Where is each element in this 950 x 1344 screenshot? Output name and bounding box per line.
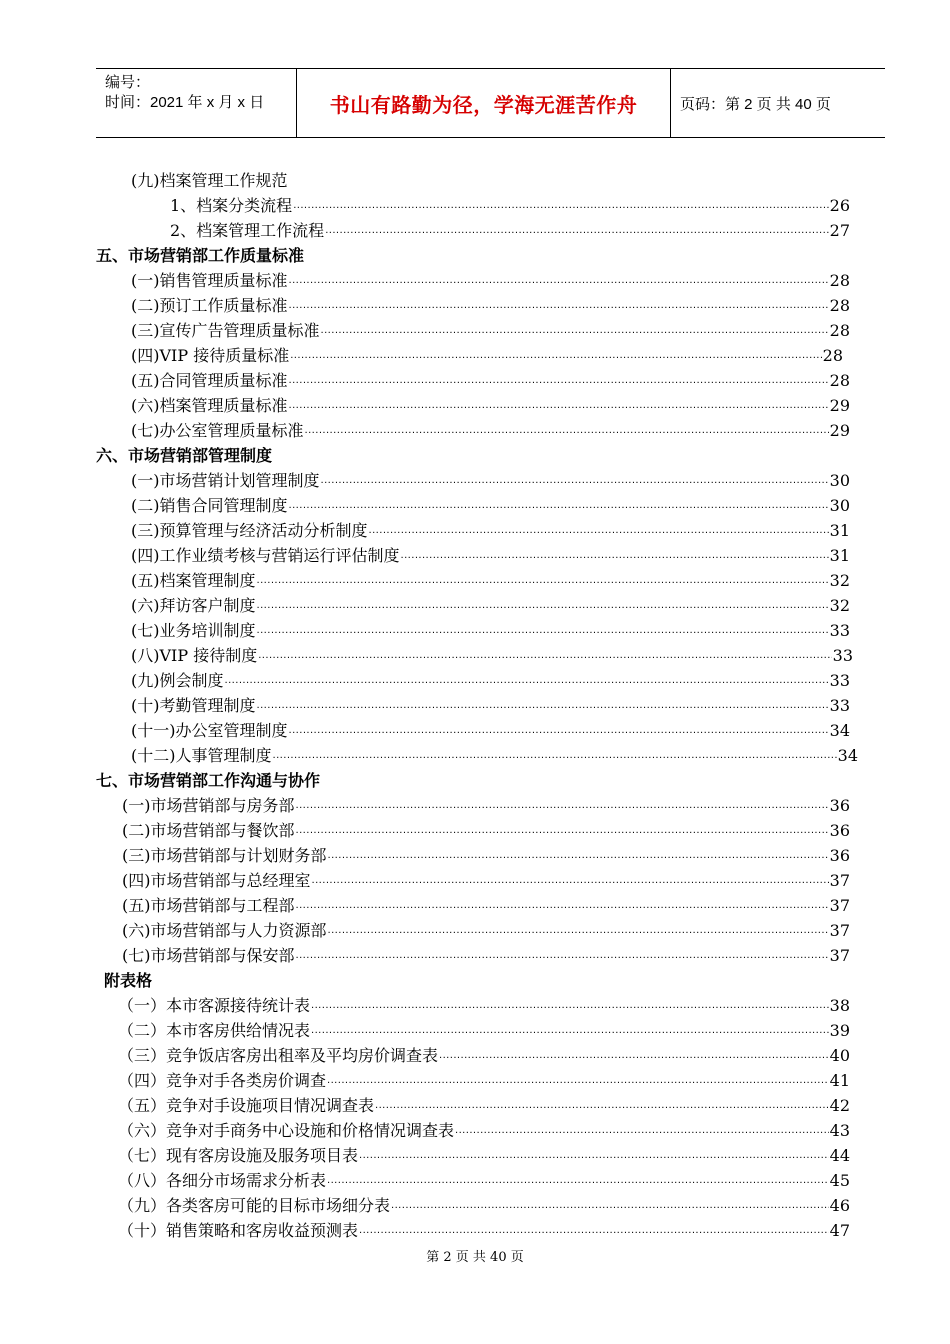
toc-entry-page: 40 [829,1046,850,1065]
toc-entry-title: (七)办公室管理质量标准 [131,421,304,440]
toc-entry-title: 1、档案分类流程 [170,196,293,215]
toc-dot-leader [369,518,829,546]
toc-entry-title: (三)预算管理与经济活动分析制度 [131,521,368,540]
toc-entry-title: (九)例会制度 [131,671,224,690]
toc-entry-title: (二)市场营销部与餐饮部 [122,821,295,840]
toc-entry-page: 28 [829,321,850,340]
toc-entry [131,293,850,318]
toc-entry-page: 45 [829,1171,850,1190]
toc-entry [170,218,850,243]
toc-dot-leader [296,893,829,921]
toc-entry-page: 36 [829,821,850,840]
toc-entry [131,518,850,543]
toc-entry-page: 36 [829,796,850,815]
toc-entry [118,1168,850,1193]
toc-dot-leader [359,1218,829,1246]
toc-dot-leader [257,593,829,621]
toc-entry-page: 34 [829,721,850,740]
toc-entry-page: 29 [829,396,850,415]
toc-entry-page: 26 [829,196,850,215]
toc-entry [131,468,850,493]
toc-entry-page: 37 [829,946,850,965]
toc-entry [118,1193,850,1218]
toc-entry [131,668,850,693]
toc-entry [131,568,850,593]
toc-entry-page: 32 [829,596,850,615]
toc-entry [131,168,850,193]
toc-entry [170,193,850,218]
toc-section-heading [104,968,850,993]
toc-entry-title: （六）竞争对手商务中心设施和价格情况调查表 [118,1121,455,1140]
toc-entry-page: 38 [829,996,850,1015]
toc-entry-title: (二)销售合同管理制度 [131,496,288,515]
toc-entry-title: （四）竞争对手各类房价调查 [118,1071,327,1090]
toc-entry-title: （十）销售策略和客房收益预测表 [118,1221,359,1240]
toc-entry-title: 七、市场营销部工作沟通与协作 [96,771,321,790]
toc-dot-leader [257,693,829,721]
toc-dot-leader [289,368,829,396]
toc-dot-leader [401,543,829,571]
toc-entry [122,943,850,968]
footer-page-number: 第 2 页 共 40 页 [426,1250,524,1265]
toc-dot-leader [327,1068,829,1096]
toc-entry [118,1018,850,1043]
toc-dot-leader [257,568,829,596]
toc-entry [118,1093,850,1118]
toc-entry [122,843,850,868]
toc-entry-title: (七)业务培训制度 [131,621,256,640]
toc-entry-title: (十)考勤管理制度 [131,696,256,715]
toc-dot-leader [289,718,829,746]
toc-entry-page: 41 [829,1071,850,1090]
toc-entry [131,343,843,368]
toc-dot-leader [296,943,829,971]
toc-entry-title: 六、市场营销部管理制度 [96,446,273,465]
toc-entry-page: 27 [829,221,850,240]
toc-entry-title: （二）本市客房供给情况表 [118,1021,311,1040]
header-info-cell [96,69,296,137]
toc-entry-title: 2、档案管理工作流程 [170,221,325,240]
toc-dot-leader [321,468,829,496]
toc-entry [131,368,850,393]
toc-entry-title: (六)拜访客户制度 [131,596,256,615]
toc-dot-leader [289,493,829,521]
toc-dot-leader [455,1118,829,1146]
toc-entry [122,868,850,893]
toc-entry-title: (四)VIP 接待质量标准 [131,346,290,365]
toc-entry [131,693,850,718]
toc-entry [118,1118,850,1143]
toc-entry-title: （七）现有客房设施及服务项目表 [118,1146,359,1165]
header-table [96,68,885,138]
toc-entry-page: 37 [829,871,850,890]
toc-entry [118,1068,850,1093]
toc-entry-title: (一)销售管理质量标准 [131,271,288,290]
toc-entry-title: （九）各类客房可能的目标市场细分表 [118,1196,391,1215]
toc-entry-title: 五、市场营销部工作质量标准 [96,246,305,265]
toc-entry-title: （一）本市客源接待统计表 [118,996,311,1015]
toc-entry-title: (十一)办公室管理制度 [131,721,288,740]
toc-entry-page: 28 [822,346,843,365]
toc-entry-title: (六)市场营销部与人力资源部 [122,921,327,940]
toc-entry-page: 32 [829,571,850,590]
toc-entry [131,268,850,293]
toc-entry [122,918,850,943]
toc-entry [131,643,853,668]
toc-entry [122,818,850,843]
toc-entry-page: 31 [829,521,850,540]
toc-entry [131,543,850,568]
toc-entry-title: (二)预订工作质量标准 [131,296,288,315]
toc-entry [118,1043,850,1068]
document-number-label: 编号： [105,74,151,91]
toc-entry-page: 28 [829,296,850,315]
toc-entry-page: 28 [829,271,850,290]
toc-dot-leader [359,1143,829,1171]
toc-section-heading [96,768,850,793]
toc-dot-leader [225,668,829,696]
toc-dot-leader [273,743,837,771]
toc-dot-leader [375,1093,829,1121]
toc-entry [131,743,858,768]
toc-entry [131,618,850,643]
toc-entry-page: 30 [829,471,850,490]
toc-dot-leader [290,343,821,371]
toc-dot-leader [289,293,829,321]
toc-entry [131,318,850,343]
toc-entry-page: 30 [829,496,850,515]
header-page-label: 页码：第 2 页 共 40 页 [680,95,831,113]
toc-dot-leader [328,843,829,871]
toc-dot-leader [325,218,828,246]
toc-entry-page: 43 [829,1121,850,1140]
toc-entry [122,893,850,918]
toc-entry-title: (五)市场营销部与工程部 [122,896,295,915]
toc-entry-page: 33 [829,621,850,640]
toc-entry-page: 34 [837,746,858,765]
toc-entry-page: 46 [829,1196,850,1215]
toc-entry-page: 31 [829,546,850,565]
toc-entry-page: 28 [829,371,850,390]
toc-entry-title: （三）竞争饭店客房出租率及平均房价调查表 [118,1046,439,1065]
toc-section-heading [96,443,850,468]
document-time-label: 时间：2021 年 x 月 x 日 [105,94,265,111]
toc-dot-leader [289,268,829,296]
toc-dot-leader [289,393,829,421]
toc-entry-page: 42 [829,1096,850,1115]
toc-entry [118,1143,850,1168]
toc-dot-leader [327,1168,829,1196]
toc-dot-leader [257,618,829,646]
toc-entry-title: (九)档案管理工作规范 [131,171,288,190]
toc-entry [131,718,850,743]
toc-entry-title: (六)档案管理质量标准 [131,396,288,415]
toc-section-heading [96,243,850,268]
toc-dot-leader [296,818,829,846]
toc-dot-leader [328,918,829,946]
toc-dot-leader [439,1043,829,1071]
toc-dot-leader [296,793,829,821]
toc-entry-page: 33 [829,671,850,690]
toc-entry [122,793,850,818]
toc-entry-page: 33 [829,696,850,715]
toc-entry [118,993,850,1018]
toc-dot-leader [311,1018,829,1046]
toc-entry [131,418,850,443]
toc-entry-page: 47 [829,1221,850,1240]
toc-dot-leader [311,993,829,1021]
toc-entry-title: (四)市场营销部与总经理室 [122,871,311,890]
toc-entry-title: (三)宣传广告管理质量标准 [131,321,320,340]
toc-dot-leader [321,318,829,346]
toc-entry [131,393,850,418]
toc-entry-title: (五)合同管理质量标准 [131,371,288,390]
toc-entry-page: 29 [829,421,850,440]
toc-entry-page: 33 [832,646,853,665]
toc-entry [118,1218,850,1243]
toc-dot-leader [312,868,829,896]
toc-entry-title: 附表格 [104,971,153,990]
toc-entry-title: （八）各细分市场需求分析表 [118,1171,327,1190]
toc-dot-leader [391,1193,829,1221]
toc-dot-leader [293,193,828,221]
toc-entry-title: (十二)人事管理制度 [131,746,272,765]
toc-entry-title: （五）竞争对手设施项目情况调查表 [118,1096,375,1115]
toc-entry-page: 36 [829,846,850,865]
toc-entry-title: (一)市场营销计划管理制度 [131,471,320,490]
toc-entry-title: (三)市场营销部与计划财务部 [122,846,327,865]
toc-entry-title: (四)工作业绩考核与营销运行评估制度 [131,546,400,565]
toc-entry [131,493,850,518]
toc-entry-title: (八)VIP 接待制度 [131,646,258,665]
toc-dot-leader [258,643,831,671]
toc-entry-page: 37 [829,896,850,915]
toc-entry-page: 44 [829,1146,850,1165]
toc-entry-title: (七)市场营销部与保安部 [122,946,295,965]
toc-entry-title: (五)档案管理制度 [131,571,256,590]
toc-entry-title: (一)市场营销部与房务部 [122,796,295,815]
header-motto: 书山有路勤为径，学海无涯苦作舟 [296,69,671,137]
toc-dot-leader [305,418,829,446]
page-footer [0,1246,950,1265]
toc-entry-page: 39 [829,1021,850,1040]
toc-entry [131,593,850,618]
toc-entry-page: 37 [829,921,850,940]
